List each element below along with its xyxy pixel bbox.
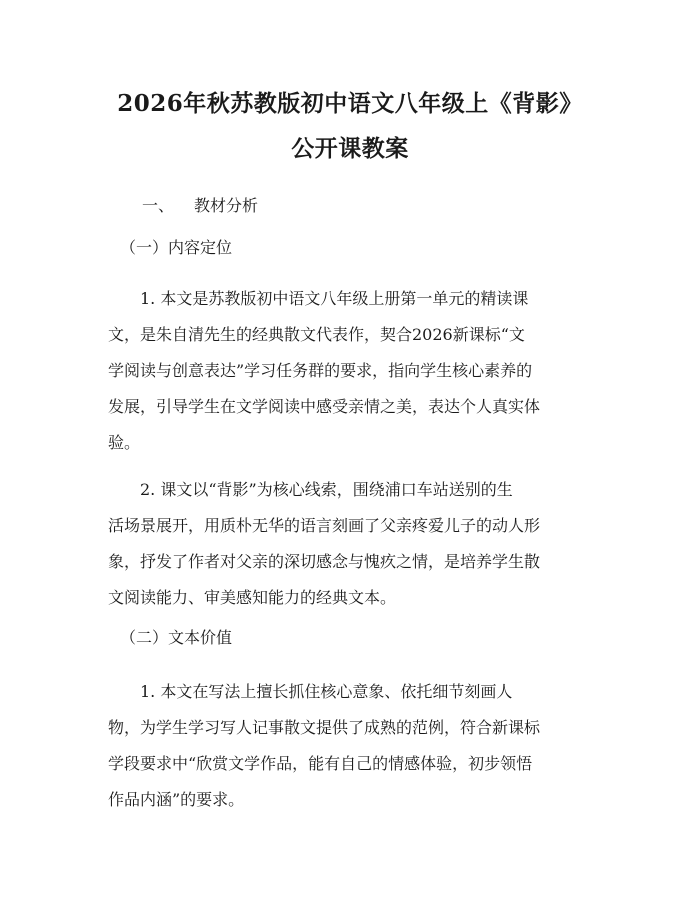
paragraph-line: 活场景展开，用质朴无华的语言刻画了父亲疼爱儿子的动人形 [108, 516, 541, 535]
paragraph-line: 文阅读能力、审美感知能力的经典文本。 [108, 588, 397, 607]
paragraph-line: 1. 本文是苏教版初中语文八年级上册第一单元的精读课 [140, 289, 529, 308]
paragraph-content-1 [108, 281, 598, 461]
paragraph-line: 文，是朱自清先生的经典散文代表作，契合2026新课标“文 [108, 325, 525, 344]
paragraph-line: 象，抒发了作者对父亲的深切感念与愧疚之情，是培养学生散 [108, 552, 541, 571]
paragraph-value-1 [108, 674, 598, 818]
document-title-line-2: 公开课教案 [291, 135, 409, 162]
document-title-line-1: 2026年秋苏教版初中语文八年级上《背影》 [117, 90, 583, 117]
paragraph-line: 作品内涵”的要求。 [108, 790, 245, 809]
paragraph-line: 学阅读与创意表达”学习任务群的要求，指向学生核心素养的 [108, 361, 533, 380]
paragraph-line: 2. 课文以“背影”为核心线索，围绕浦口车站送别的生 [140, 480, 513, 499]
section-number: 一、 [142, 196, 175, 215]
paragraph-line: 1. 本文在写法上擅长抓住核心意象、依托细节刻画人 [140, 682, 513, 701]
paragraph-content-2 [108, 472, 598, 616]
paragraph-line: 发展，引导学生在文学阅读中感受亲情之美，表达个人真实体 [108, 397, 541, 416]
paragraph-line: 物，为学生学习写人记事散文提供了成熟的范例，符合新课标 [108, 718, 541, 737]
paragraph-line: 学段要求中“欣赏文学作品，能有自己的情感体验，初步领悟 [108, 754, 533, 773]
subsection-heading-2: （二）文本价值 [120, 628, 233, 647]
section-heading-1 [142, 195, 258, 217]
paragraph-line: 验。 [108, 433, 141, 452]
subsection-heading-1: （一）内容定位 [120, 238, 233, 257]
section-title: 教材分析 [194, 196, 259, 215]
